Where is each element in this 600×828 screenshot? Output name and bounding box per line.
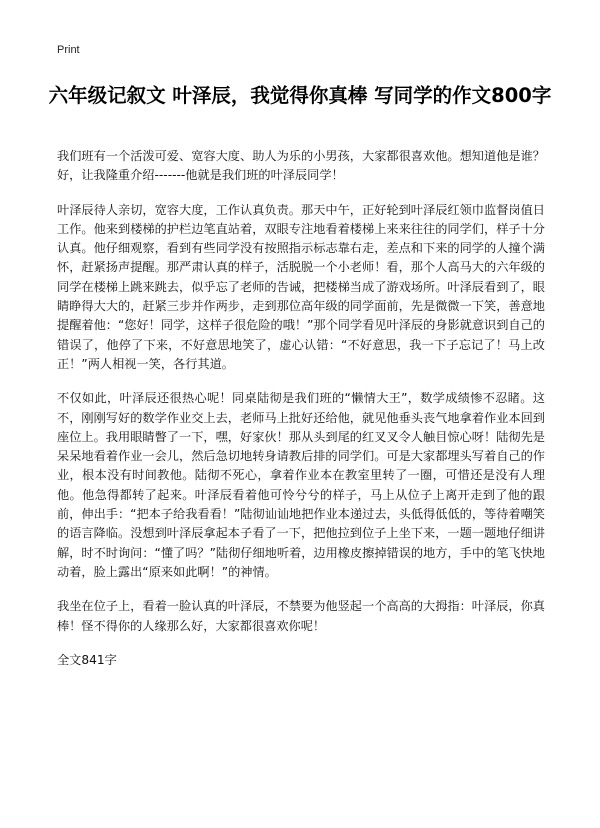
- word-count: 全文841字: [57, 652, 117, 667]
- article-body: [57, 147, 545, 670]
- paragraph: 叶泽辰待人亲切，宽容大度，工作认真负责。那天中午，正好轮到叶泽辰红领巾监督岗值日工作。他来到楼梯的护栏边笔直站着，双眼专注地看着楼梯上来来往往的同学们，样子十分认真。他仔细观察，看到有些同学没有按照指示标志靠右走，差点和下来的同学的人撞个满怀，赶紧扬声提醒。那严肃认真的样子，活脱脱一个小老师！看，那个人高马大的六年级的同学在楼梯上跳来跳去，似乎忘了老师的告诫，把楼梯当成了游戏场所。叶泽辰看到了，眼睛睁得大大的，赶紧三步并作两步，走到那位高年级的同学面前，先是微微一下笑，善意地提醒着他：“您好！同学，这样子很危险的哦！”那个同学看见叶泽辰的身影就意识到自己的错误了，他停了下来，不好意思地笑了，虚心认错：“不好意思，我一下子忘记了！马上改正！”两人相视一笑，各行其道。: [57, 202, 545, 371]
- article-title: 六年级记叙文 叶泽辰，我觉得你真棒 写同学的作文800字: [48, 84, 552, 107]
- paragraph: 不仅如此，叶泽辰还很热心呢！同桌陆彻是我们班的“懒情大王”，数学成绩惨不忍睹。这不，刚刚写好的数学作业交上去，老师马上批好还给他，就见他垂头丧气地拿着作业本回到座位上。我用眼睛瞥了一下，嘿，好家伙！那从头到尾的红叉叉令人触目惊心呀！陆彻先是呆呆地看着作业一会儿，然后急切地转身请教后排的同学们。可是大家都埋头写着自己的作业，根本没有时间教他。陆彻不死心，拿着作业本在教室里转了一圈，可惜还是没有人理他。他急得都转了起来。叶泽辰看着他可怜兮兮的样子，马上从位子上离开走到了他的跟前，伸出手：“把本子给我看看！”陆彻讪讪地把作业本递过去，头低得低低的，等待着嘲笑的语言降临。没想到叶泽辰拿起本子看了一下，把他拉到位子上坐下来，一题一题地仔细讲解，时不时询问：“懂了吗？”陆彻仔细地听着，边用橡皮擦掉错误的地方，手中的笔飞快地动着，脸上露出“原来如此啊！”的神情。: [57, 391, 545, 579]
- paragraph: 我们班有一个活泼可爱、宽容大度、助人为乐的小男孩，大家都很喜欢他。想知道他是谁？好，让我隆重介绍-------他就是我们班的叶泽辰同学！: [57, 149, 545, 183]
- print-link[interactable]: Print: [57, 44, 80, 56]
- paragraph: 我坐在位子上，看着一脸认真的叶泽辰，不禁要为他竖起一个高高的大拇指：叶泽辰，你真棒！怪不得你的人缘那么好，大家都很喜欢你呢！: [57, 599, 545, 633]
